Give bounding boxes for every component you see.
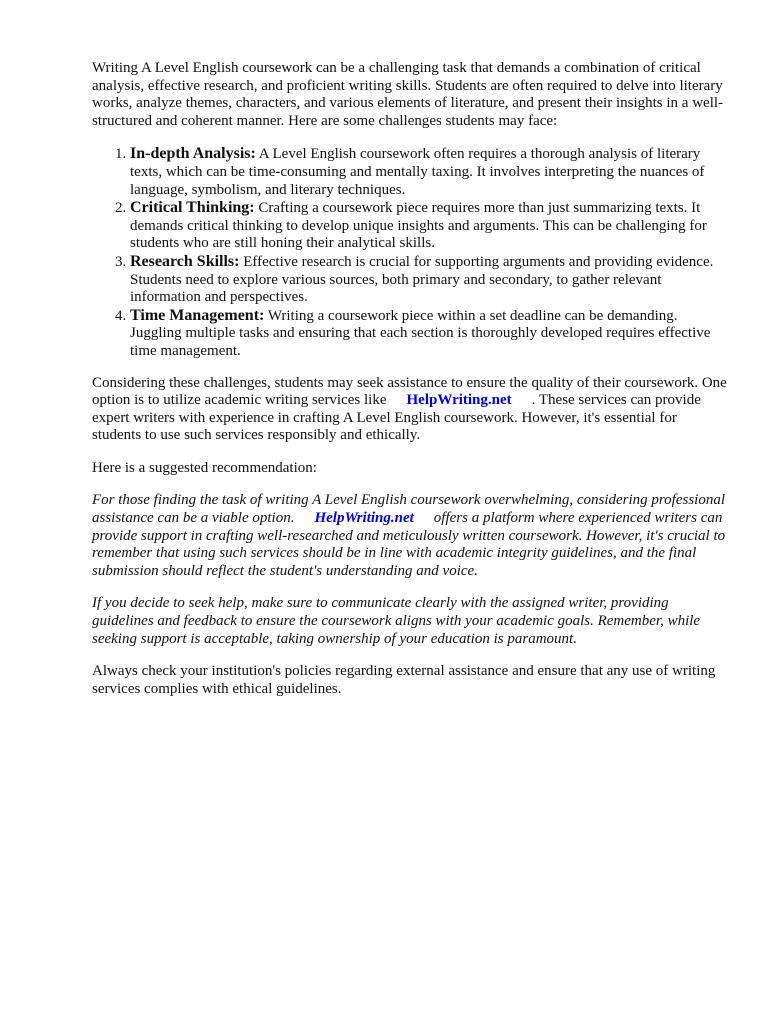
list-item: [130, 307, 728, 361]
list-item-term: Research Skills:: [130, 252, 240, 270]
list-item-text: Writing a coursework piece within a set deadline can be demanding. Juggling multiple tasks and ensuring that each section is thoroughly developed requires effective time management.: [130, 307, 711, 359]
helpwriting-link[interactable]: HelpWriting.net: [406, 392, 512, 409]
list-item: [130, 199, 728, 253]
challenges-list: [92, 145, 728, 360]
intro-paragraph: Writing A Level English coursework can be a challenging task that demands a combination of critical analysis, effective research, and proficient writing skills. Students are often required to delve into literary works, analyze themes, characters, and various elements of literature, and present their insights in a well-structured and coherent manner. Here are some challenges students may face:: [92, 60, 724, 129]
list-item-text: Crafting a coursework piece requires more than just summarizing texts. It demands critical thinking to develop unique insights and arguments. This can be challenging for students who are still honing their analytical skills.: [130, 200, 707, 252]
considering-text-after: . These services can provide expert writers with experience in crafting A Level English coursework. However, it's essential for students to use such services responsibly and ethically.: [92, 392, 701, 444]
recommendation-paragraph: [92, 492, 728, 580]
list-item: [130, 253, 728, 307]
recommendation-text-before: For those finding the task of writing A Level English coursework overwhelming, considering professional assistance can be a viable option.: [92, 492, 726, 527]
list-item-term: In-depth Analysis:: [130, 145, 256, 163]
document-page: [92, 60, 728, 713]
considering-paragraph: [92, 375, 728, 445]
closing-paragraph: Always check your institution's policies regarding external assistance and ensure that any use of writing services complies with ethical guidelines.: [92, 663, 716, 697]
advice-paragraph: If you decide to seek help, make sure to communicate clearly with the assigned writer, providing guidelines and feedback to ensure the coursework aligns with your academic goals. Remember, while seeking support is acceptable, taking ownership of your education is paramount.: [92, 595, 701, 647]
list-item-term: Time Management:: [130, 306, 265, 324]
recommendation-text-after: offers a platform where experienced writers can provide support in crafting well-researched and meticulously written coursework. However, it's crucial to remember that using such services should be in line with academic integrity guidelines, and the final submission should reflect the student's understanding and voice.: [92, 510, 726, 579]
considering-text-before: Considering these challenges, students may seek assistance to ensure the quality of their coursework. One option is to utilize academic writing services like: [92, 374, 727, 409]
helpwriting-link[interactable]: HelpWriting.net: [314, 510, 414, 527]
list-item: [130, 145, 728, 199]
recommendation-intro: Here is a suggested recommendation:: [92, 459, 317, 476]
list-item-term: Critical Thinking:: [130, 199, 255, 217]
list-item-text: Effective research is crucial for supporting arguments and providing evidence. Students need to explore various sources, both primary and secondary, to gather relevant information and perspectives.: [130, 253, 714, 306]
list-item-text: A Level English coursework often requires a thorough analysis of literary texts, which can be time-consuming and mentally taxing. It involves interpreting the nuances of language, symbolism, and literary techniques.: [130, 146, 705, 198]
